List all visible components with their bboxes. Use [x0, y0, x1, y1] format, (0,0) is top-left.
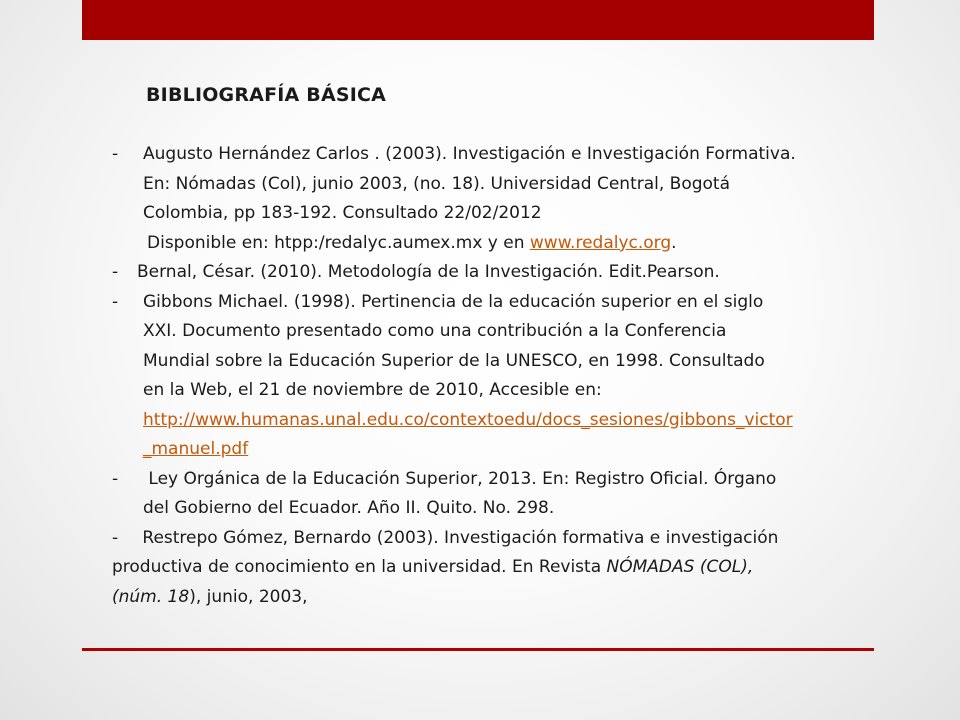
bib-entry-3-text-1: Gibbons Michael. (1998). Pertinencia de la educación superior en el siglo — [143, 291, 764, 312]
bullet-dash: - — [112, 262, 119, 282]
page-title: BIBLIOGRAFÍA BÁSICA — [146, 84, 387, 106]
gibbons-pdf-link-part-2[interactable]: _manuel.pdf — [143, 439, 249, 459]
top-accent-bar — [82, 0, 874, 40]
journal-name: NÓMADAS (COL), — [606, 557, 754, 577]
gibbons-pdf-link-part-1[interactable]: http://www.humanas.unal.edu.co/contextoedu/docs_sesiones/gibbons_victor — [143, 409, 793, 430]
bib-entry-1-line-3: Colombia, pp 183-192. Consultado 22/02/2012 — [143, 203, 542, 223]
bullet-dash: - — [112, 291, 119, 312]
bib-entry-1-line-4 — [112, 229, 892, 259]
availability-text: Disponible en: htpp:/redalyc.aumex.mx y en — [147, 232, 530, 253]
bib-entry-5-line-3 — [112, 583, 892, 613]
availability-period: . — [671, 232, 677, 253]
bib-entry-4-line-1 — [112, 465, 892, 495]
bib-entry-4-line-2: del Gobierno del Ecuador. Año II. Quito. No. 298. — [143, 498, 555, 518]
bib-entry-4-text-1: Ley Orgánica de la Educación Superior, 2013. En: Registro Oficial. Órgano — [143, 468, 777, 489]
bib-entry-5-text-2: productiva de conocimiento en la universidad. En Revista — [112, 557, 607, 577]
bib-entry-1-text-1: Augusto Hernández Carlos . (2003). Investigación e Investigación Formativa. — [143, 144, 796, 164]
bib-entry-5-line-1 — [112, 524, 892, 554]
bullet-dash: - — [112, 144, 119, 164]
bib-entry-3-line-6 — [112, 435, 892, 465]
bib-entry-5-date: ), junio, 2003, — [189, 586, 308, 607]
bib-entry-5-text-1: Restrepo Gómez, Bernardo (2003). Investigación formativa e investigación — [137, 527, 779, 548]
bib-entry-2-line-1 — [112, 258, 892, 288]
bibliography-list — [112, 140, 892, 612]
bib-entry-3-line-5 — [112, 406, 892, 436]
bib-entry-3-line-2: XXI. Documento presentado como una contribución a la Conferencia — [143, 321, 727, 341]
bib-entry-3-line-4: en la Web, el 21 de noviembre de 2010, Accesible en: — [143, 380, 602, 400]
bib-entry-1-line-1 — [112, 140, 892, 170]
redalyc-link[interactable]: www.redalyc.org — [529, 232, 672, 253]
bottom-accent-rule — [82, 648, 874, 651]
bib-entry-3-line-3: Mundial sobre la Educación Superior de la UNESCO, en 1998. Consultado — [143, 350, 765, 371]
bib-entry-2-text-1: Bernal, César. (2010). Metodología de la Investigación. Edit.Pearson. — [137, 262, 720, 282]
bullet-dash: - — [112, 468, 119, 489]
bib-entry-1-line-2: En: Nómadas (Col), junio 2003, (no. 18). Universidad Central, Bogotá — [143, 173, 731, 194]
journal-issue: (núm. 18 — [112, 586, 190, 607]
bib-entry-5-line-2 — [112, 553, 892, 583]
bullet-dash: - — [112, 527, 119, 548]
bib-entry-3-line-1 — [112, 288, 892, 318]
